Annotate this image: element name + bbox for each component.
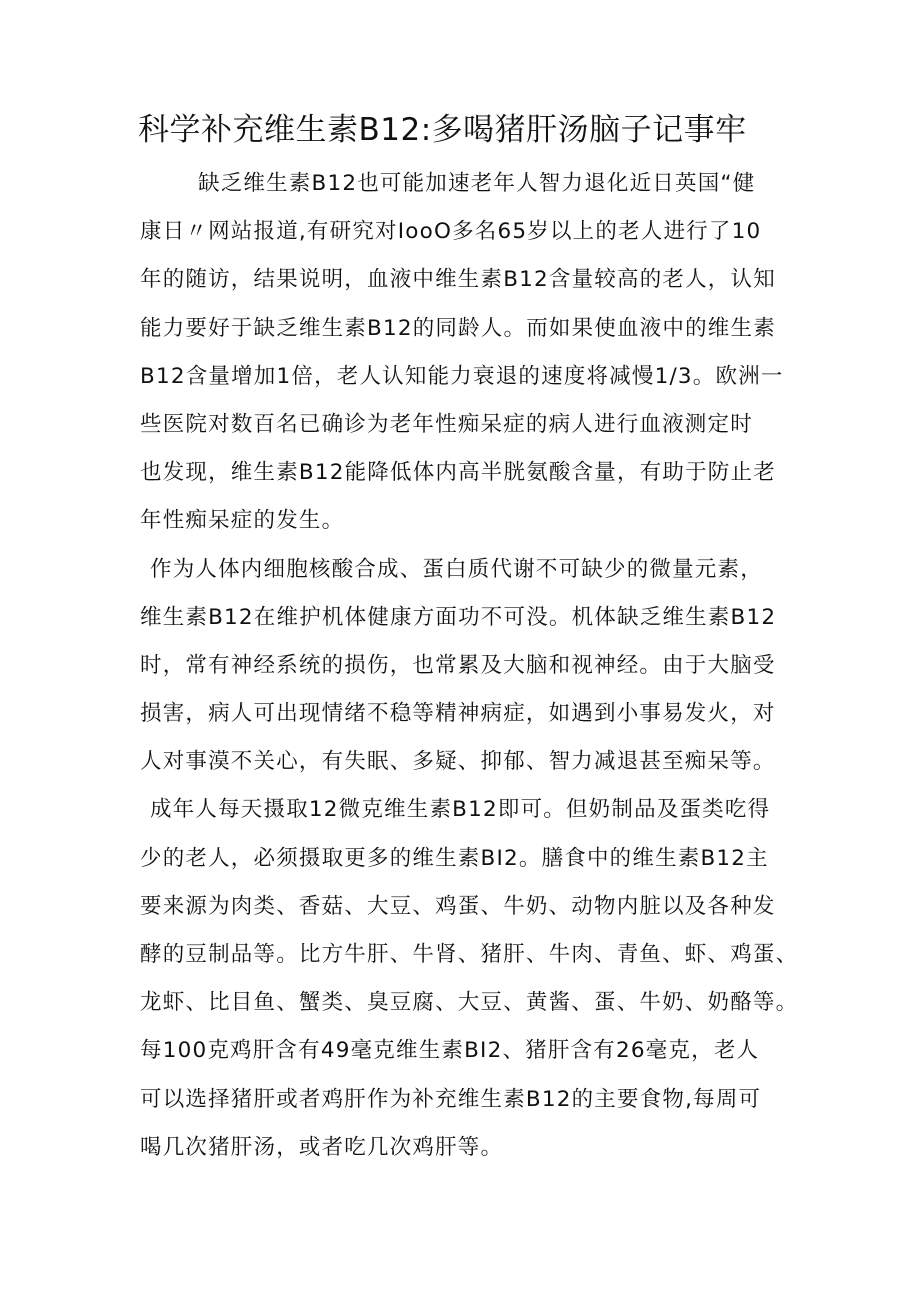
text-line: 时，常有神经系统的损伤，也常累及大脑和视神经。由于大脑受 [140,652,776,678]
text-line: 喝几次猪肝汤，或者吃几次鸡肝等。 [140,1134,504,1160]
text-line: 每100克鸡肝含有49毫克维生素BI2、猪肝含有26毫克，老人 [140,1038,760,1064]
text-line: 人对事漠不关心，有失眠、多疑、抑郁、智力减退甚至痴呆等。 [140,749,776,775]
text-line: 康日〃网站报道,有研究对IooO多名65岁以上的老人进行了10 [140,219,762,245]
text-line: 成年人每天摄取12微克维生素B12即可。但奶制品及蛋类吃得 [150,797,771,823]
document-body [140,160,800,1172]
text-line: 少的老人，必须摄取更多的维生素BI2。膳食中的维生素B12主 [140,845,769,871]
document-title: 科学补充维生素B12:多喝猪肝汤脑子记事牢 [138,112,747,148]
text-line: 要来源为肉类、香菇、大豆、鸡蛋、牛奶、动物内脏以及各种发 [140,893,776,919]
text-line: B12含量增加1倍，老人认知能力衰退的速度将减慢1/3。欧洲一 [140,363,784,389]
text-line: 作为人体内细胞核酸合成、蛋白质代谢不可缺少的微量元素， [150,556,763,582]
text-line: 维生素B12在维护机体健康方面功不可没。机体缺乏维生素B12 [140,604,777,630]
text-line: 缺乏维生素B12也可能加速老年人智力退化近日英国“健 [198,171,756,196]
text-line: 年性痴呆症的发生。 [140,508,345,534]
text-line: 龙虾、比目鱼、蟹类、臭豆腐、大豆、黄酱、蛋、牛奶、奶酪等。 [140,990,799,1016]
text-line: 也发现，维生素B12能降低体内高半胱氨酸含量，有助于防止老 [140,460,776,486]
text-line: 可以选择猪肝或者鸡肝作为补充维生素B12的主要食物,每周可 [140,1086,762,1112]
text-line: 些医院对数百名已确诊为老年性痴呆症的病人进行血液测定时 [140,411,753,437]
text-line: 年的随访，结果说明，血液中维生素B12含量较高的老人，认知 [140,267,776,293]
text-line: 损害，病人可出现情绪不稳等精神病症，如遇到小事易发火，对 [140,701,776,727]
text-line: 能力要好于缺乏维生素B12的同龄人。而如果使血液中的维生素 [140,315,776,341]
text-line: 酵的豆制品等。比方牛肝、牛肾、猪肝、牛肉、青鱼、虾、鸡蛋、 [140,942,799,967]
